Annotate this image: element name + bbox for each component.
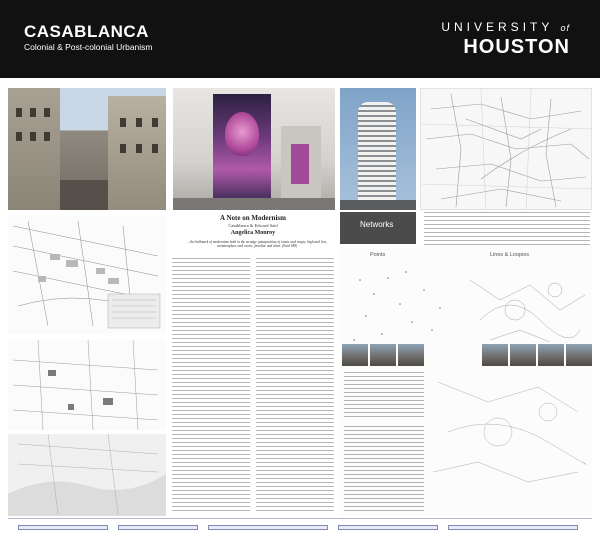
window — [152, 118, 158, 127]
poster-subtitle: Colonial & Post-colonial Urbanism — [24, 42, 153, 52]
window — [44, 132, 50, 141]
points-lines-panel — [340, 246, 592, 516]
aerial-map — [8, 434, 166, 516]
window — [136, 118, 142, 127]
section-segment — [208, 525, 328, 530]
points-label: Points — [370, 252, 386, 258]
university-name-line2: HOUSTON — [463, 36, 570, 58]
section-segment — [118, 525, 198, 530]
points-lines-drawing — [340, 260, 592, 350]
site-photo — [538, 344, 564, 366]
text-lines — [344, 372, 424, 420]
essay-author: Angelica Monroy — [230, 230, 276, 236]
ground — [173, 198, 335, 210]
street-network-map — [420, 88, 592, 210]
section-segment — [448, 525, 578, 530]
ground — [340, 200, 416, 210]
site-photo — [482, 344, 508, 366]
site-plan-map — [8, 340, 166, 430]
street-photo — [8, 88, 166, 210]
site-photo — [370, 344, 396, 366]
building-left — [8, 88, 60, 210]
essay-column — [172, 212, 334, 516]
site-photo — [510, 344, 536, 366]
window — [30, 132, 36, 141]
loop-network-drawing — [428, 372, 588, 502]
window — [16, 108, 22, 117]
site-photo — [342, 344, 368, 366]
window — [44, 108, 50, 117]
text-lines — [344, 426, 424, 512]
window — [136, 144, 142, 153]
window — [30, 108, 36, 117]
essay-epigraph: ...the hallmark of modernism both in the strange juxtaposition of comic and tragic, high and low, commonplace and exotic, familiar and alien. (Said 188) — [187, 240, 327, 249]
city-plan-map — [8, 216, 166, 334]
poster-title: CASABLANCA — [24, 22, 149, 41]
small-mural — [291, 144, 309, 184]
tower-building — [358, 102, 396, 206]
aerial-map-drawing — [8, 434, 166, 516]
network-map-drawing — [421, 89, 592, 210]
university-of: of — [560, 23, 570, 33]
site-photo — [398, 344, 424, 366]
header-band — [0, 0, 600, 78]
text-column-left — [172, 258, 250, 512]
building-right — [108, 96, 166, 210]
window — [16, 132, 22, 141]
tower-photo — [340, 88, 416, 210]
section-segment — [18, 525, 108, 530]
networks-label: Networks — [360, 220, 394, 229]
university-word: UNIVERSITY — [441, 20, 554, 34]
text-column-right — [256, 258, 334, 512]
window — [152, 144, 158, 153]
city-plan-drawing — [8, 216, 166, 334]
lines-loops-label: Lines & Loopies — [490, 252, 530, 258]
essay-subtitle: Casablanca & Edward Said — [228, 223, 278, 228]
university-name-line1 — [441, 20, 570, 34]
mural-photo — [173, 88, 335, 210]
street-road — [60, 180, 108, 210]
window — [120, 144, 126, 153]
site-photo — [566, 344, 592, 366]
essay-title: A Note on Modernism — [220, 214, 286, 222]
networks-label-box — [340, 212, 416, 244]
site-plan-drawing — [8, 340, 166, 430]
mural-face — [225, 112, 259, 156]
window — [120, 118, 126, 127]
bottom-section-strip — [8, 518, 592, 534]
section-segment — [338, 525, 438, 530]
